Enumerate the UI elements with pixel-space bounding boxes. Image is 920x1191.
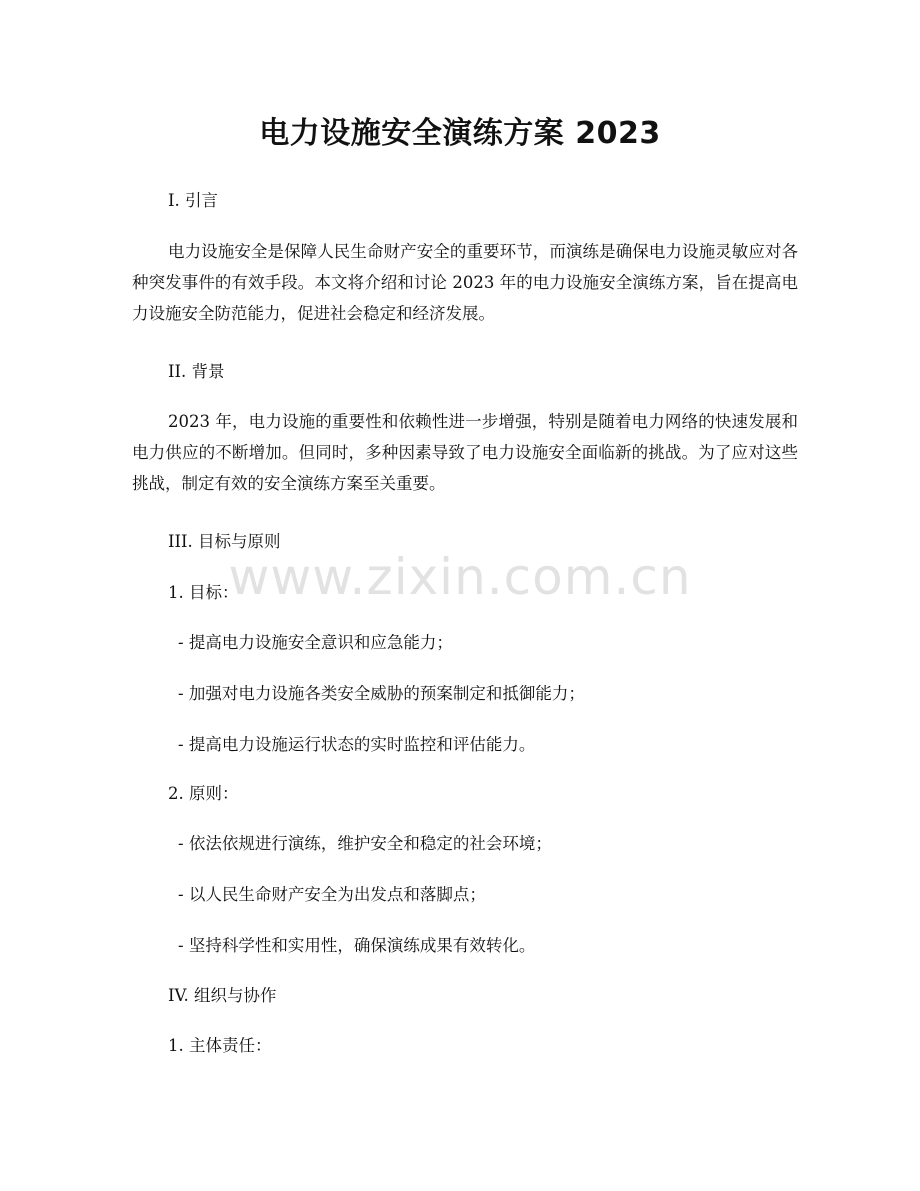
section-heading-background: II. 背景 xyxy=(168,362,225,381)
background-paragraph: 2023 年，电力设施的重要性和依赖性进一步增强，特别是随着电力网络的快速发展和电力供应的不断增加。但同时，多种因素导致了电力设施安全面临新的挑战。为了应对这些挑战，制定有效的安全演练方案至关重要。 xyxy=(132,412,798,493)
intro-paragraph: 电力设施安全是保障人民生命财产安全的重要环节，而演练是确保电力设施灵敏应对各种突发事件的有效手段。本文将介绍和讨论 2023 年的电力设施安全演练方案，旨在提高电力设施安全防范能力，促进社会稳定和经济发展。 xyxy=(132,242,798,323)
goals-item: - 加强对电力设施各类安全威胁的预案制定和抵御能力； xyxy=(178,684,585,703)
principles-item: - 依法依规进行演练，维护安全和稳定的社会环境； xyxy=(178,834,552,853)
principles-item: - 以人民生命财产安全为出发点和落脚点； xyxy=(178,885,486,904)
watermark: www.zixin.com.cn xyxy=(228,548,692,606)
goals-item: - 提高电力设施运行状态的实时监控和评估能力。 xyxy=(178,735,536,754)
goals-subheading: 1. 目标： xyxy=(168,583,239,602)
document-title: 电力设施安全演练方案 2023 xyxy=(259,116,661,151)
principles-subheading: 2. 原则： xyxy=(168,784,239,803)
goals-item: - 提高电力设施安全意识和应急能力； xyxy=(178,633,453,652)
org-subheading: 1. 主体责任： xyxy=(168,1036,272,1055)
section-heading-goals: III. 目标与原则 xyxy=(168,532,281,551)
section-heading-intro: I. 引言 xyxy=(168,191,219,210)
section-heading-organization: IV. 组织与协作 xyxy=(168,986,277,1005)
principles-item: - 坚持科学性和实用性，确保演练成果有效转化。 xyxy=(178,936,536,955)
